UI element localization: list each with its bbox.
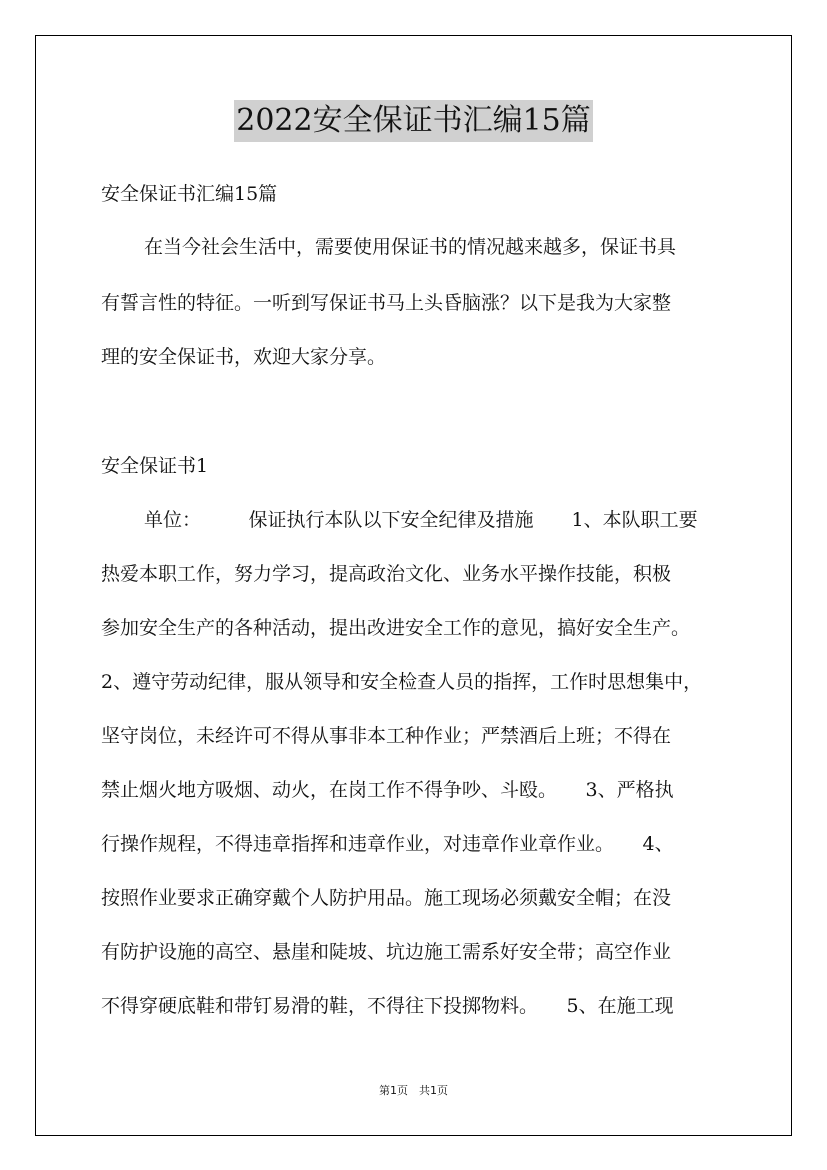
title-container — [0, 100, 827, 142]
body-line: 行操作规程，不得违章指挥和违章作业，对违章作业章作业。 4、 — [101, 833, 674, 855]
intro-line: 有誓言性的特征。一听到写保证书马上头昏脑涨？以下是我为大家整 — [101, 292, 672, 314]
document-title: 2022安全保证书汇编15篇 — [234, 100, 593, 142]
section-heading: 安全保证书1 — [101, 455, 209, 477]
page-footer: 第1页 共1页 — [379, 1084, 448, 1097]
subtitle: 安全保证书汇编15篇 — [101, 183, 278, 205]
body-line: 有防护设施的高空、悬崖和陡坡、坑边施工需系好安全带；高空作业 — [101, 941, 672, 963]
body-line: 单位： 保证执行本队以下安全纪律及措施 1、本队职工要 — [144, 509, 698, 531]
intro-line: 在当今社会生活中，需要使用保证书的情况越来越多，保证书具 — [144, 236, 677, 258]
intro-line: 理的安全保证书，欢迎大家分享。 — [101, 346, 387, 368]
body-line: 按照作业要求正确穿戴个人防护用品。施工现场必须戴安全帽；在没 — [101, 887, 672, 909]
body-line: 禁止烟火地方吸烟、动火，在岗工作不得争吵、斗殴。 3、严格执 — [101, 779, 674, 801]
body-line: 热爱本职工作，努力学习，提高政治文化、业务水平操作技能，积极 — [101, 563, 672, 585]
body-line: 坚守岗位，未经许可不得从事非本工种作业；严禁酒后上班；不得在 — [101, 725, 672, 747]
body-line: 不得穿硬底鞋和带钉易滑的鞋，不得往下投掷物料。 5、在施工现 — [101, 995, 674, 1017]
body-line: 参加安全生产的各种活动，提出改进安全工作的意见，搞好安全生产。 — [101, 617, 691, 639]
body-line: 2、遵守劳动纪律，服从领导和安全检查人员的指挥，工作时思想集中， — [101, 671, 703, 693]
